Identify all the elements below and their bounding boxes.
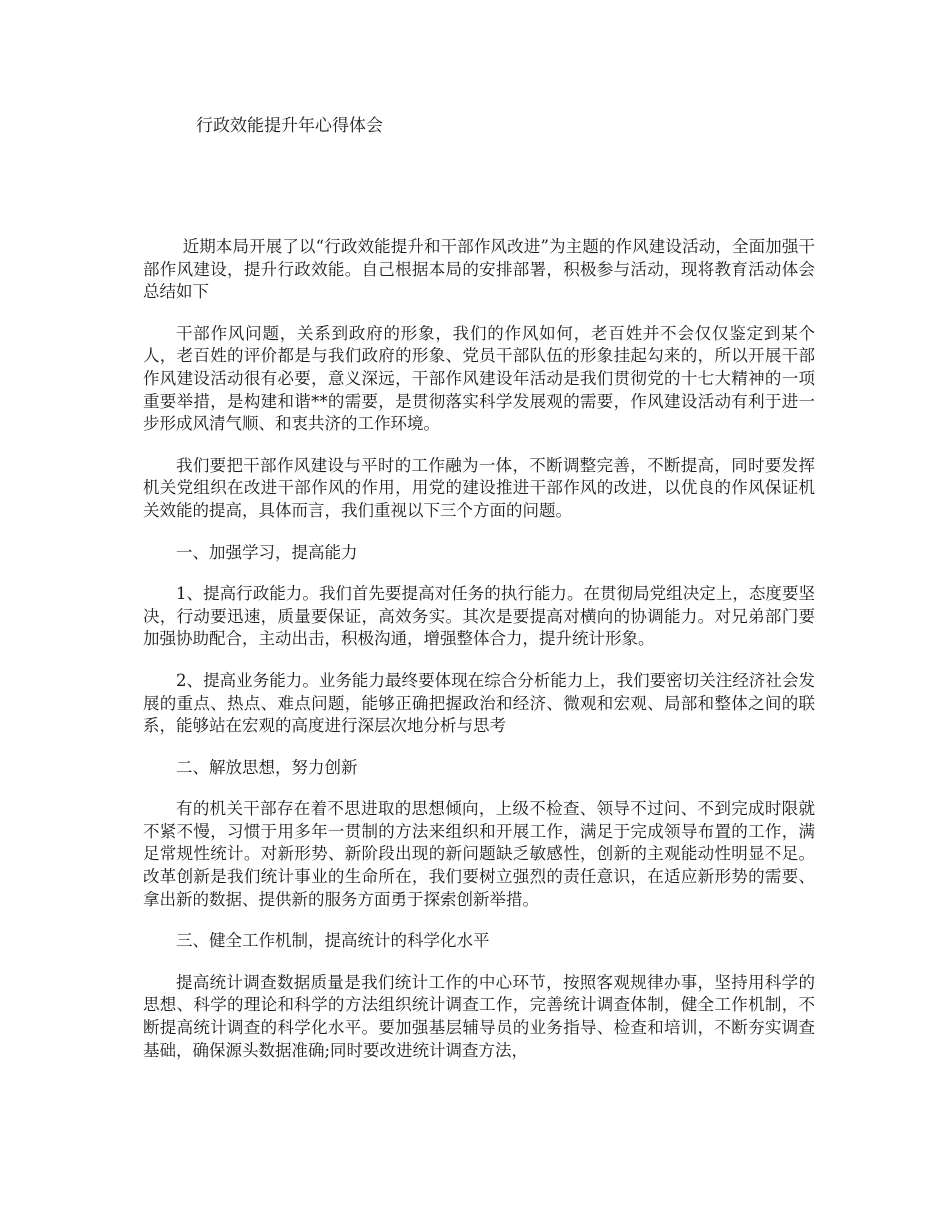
paragraph-intro: 近期本局开展了以“行政效能提升和干部作风改进”为主题的作风建设活动，全面加强干部作风建设，提升行政效能。自己根据本局的安排部署，积极参与活动，现将教育活动体会总结如下 [143,237,815,302]
paragraph: 干部作风问题，关系到政府的形象，我们的作风如何，老百姓并不会仅仅鉴定到某个人，老百姓的评价都是与我们政府的形象、党员干部队伍的形象挂起勾来的，所以开展干部作风建设活动很有必要，意义深远，干部作风建设年活动是我们贯彻党的十七大精神的一项重要举措，是构建和谐**的需要，是贯彻落实科学发展观的需要，作风建设活动有利于进一步形成风清气顺、和衷共济的工作环境。 [143,323,815,434]
paragraph: 我们要把干部作风建设与平时的工作融为一体，不断调整完善，不断提高，同时要发挥机关党组织在改进干部作风的作用，用党的建设推进干部作风的改进，以优良的作风保证机关效能的提高，具体而言，我们重视以下三个方面的问题。 [143,455,815,520]
section-heading-3: 三、健全工作机制，提高统计的科学化水平 [176,931,490,951]
section-heading-2: 二、解放思想，努力创新 [176,757,358,777]
document-body [143,236,815,1081]
paragraph: 提高统计调查数据质量是我们统计工作的中心环节，按照客观规律办事，坚持用科学的思想、科学的理论和科学的方法组织统计调查工作，完善统计调查体制，健全工作机制，不断提高统计调查的科学化水平。要加强基层辅导员的业务指导、检查和培训，不断夯实调查基础，确保源头数据准确;同时要改进统计调查方法， [143,972,815,1060]
paragraph: 2、提高业务能力。业务能力最终要体现在综合分析能力上，我们要密切关注经济社会发展的重点、热点、难点问题，能够正确把握政治和经济、微观和宏观、局部和整体之间的联系，能够站在宏观的高度进行深层次地分析与思考 [143,670,815,736]
section-heading-1: 一、加强学习，提高能力 [176,542,358,562]
paragraph: 有的机关干部存在着不思进取的思想倾向，上级不检查、领导不过问、不到完成时限就不紧不慢，习惯于用多年一贯制的方法来组织和开展工作，满足于完成领导布置的工作，满足常规性统计。对新形势、新阶段出现的新问题缺乏敏感性，创新的主观能动性明显不足。改革创新是我们统计事业的生命所在，我们要树立强烈的责任意识，在适应新形势的需要、拿出新的数据、提供新的服务方面勇于探索创新举措。 [143,799,815,909]
document-title: 行政效能提升年心得体会 [196,116,383,136]
paragraph: 1、提高行政能力。我们首先要提高对任务的执行能力。在贯彻局党组决定上，态度要坚决，行动要迅速，质量要保证，高效务实。其次是要提高对横向的协调能力。对兄弟部门要加强协助配合，主动出击，积极沟通，增强整体合力，提升统计形象。 [143,584,815,649]
